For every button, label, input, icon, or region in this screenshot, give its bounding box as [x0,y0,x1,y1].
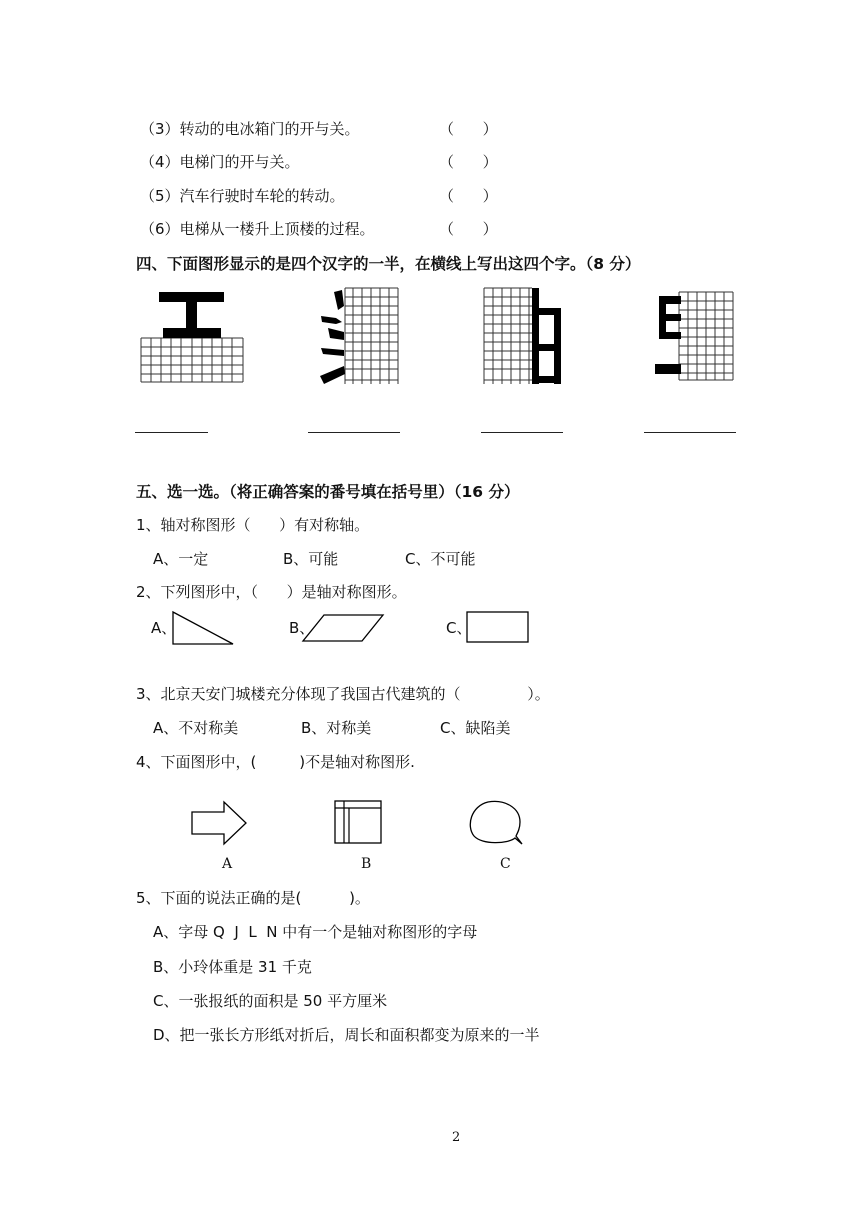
answer-blank[interactable]: （ ） [439,153,498,171]
speech-bubble-shape [468,800,524,846]
section4-title: 四、下面图形显示的是四个汉字的一半，在横线上写出这四个字。（8 分） [136,255,641,273]
page-number: 2 [452,1130,461,1145]
q1-option-c: C、不可能 [405,550,476,568]
question-3: 3、北京天安门城楼充分体现了我国古代建筑的（ ）。 [136,685,550,703]
answer-line-4[interactable] [644,432,736,433]
section5-title: 五、选一选。（将正确答案的番号填在括号里）（16 分） [136,483,520,501]
half-character-figure-4 [655,292,735,380]
answer-line-2[interactable] [308,432,400,433]
q4-label-a: A [222,856,233,872]
q4-label-c: C [500,856,511,872]
item-text: （4）电梯门的开与关。 [140,153,300,171]
q1-option-b: B、可能 [283,550,339,568]
half-character-figure-3 [484,288,564,384]
q2-option-c: C、 [446,619,472,637]
q3-option-b: B、对称美 [301,719,372,737]
item-text: （5）汽车行驶时车轮的转动。 [140,187,345,205]
q5-option-d: D、把一张长方形纸对折后，周长和面积都变为原来的一半 [153,1026,540,1044]
question-1: 1、轴对称图形（ ）有对称轴。 [136,516,370,534]
item-text: （3）转动的电冰箱门的开与关。 [140,120,360,138]
question-2: 2、下列图形中，（ ）是轴对称图形。 [136,583,407,601]
q5-option-b: B、小玲体重是 31 千克 [153,958,312,976]
q2-option-a: A、 [151,619,177,637]
q1-option-a: A、一定 [153,550,209,568]
half-character-figure-2 [318,288,403,384]
answer-line-3[interactable] [481,432,563,433]
q3-option-c: C、缺陷美 [440,719,511,737]
parallelogram-shape [302,614,384,642]
answer-blank[interactable]: （ ） [439,220,498,238]
arrow-shape [191,801,247,845]
item-text: （6）电梯从一楼升上顶楼的过程。 [140,220,375,238]
answer-blank[interactable]: （ ） [439,187,498,205]
right-triangle-shape [172,611,234,645]
half-character-figure-1 [141,290,243,382]
question-4: 4、下面图形中，( )不是轴对称图形. [136,753,415,771]
question-5: 5、下面的说法正确的是( )。 [136,889,370,907]
answer-line-1[interactable] [135,432,208,433]
answer-blank[interactable]: （ ） [439,120,498,138]
q5-option-c: C、一张报纸的面积是 50 平方厘米 [153,992,388,1010]
q5-option-a: A、字母 Q J L N 中有一个是轴对称图形的字母 [153,923,478,941]
rectangle-shape [466,611,529,643]
square-with-lines-shape [334,800,382,844]
q4-label-b: B [361,856,372,872]
q2-option-b: B、 [289,619,315,637]
q3-option-a: A、不对称美 [153,719,239,737]
